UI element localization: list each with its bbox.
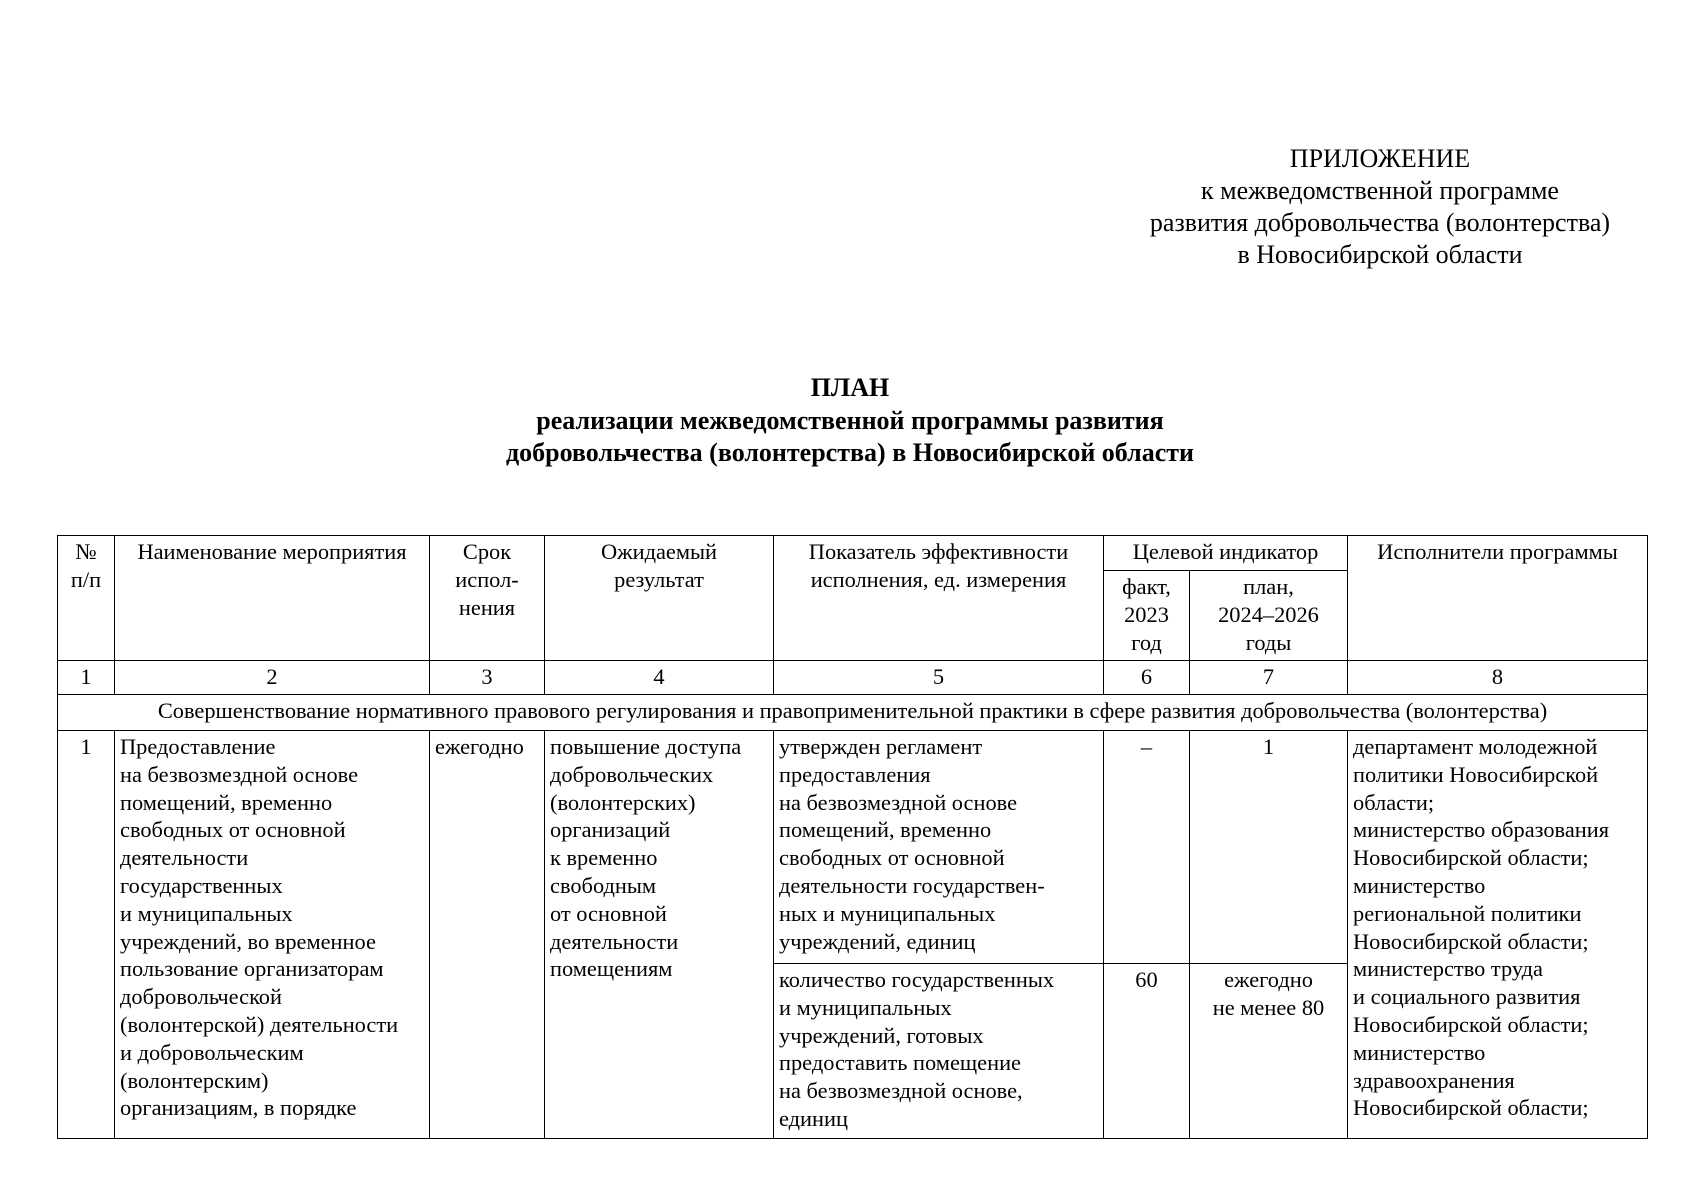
plan-title-line: добровольчества (волонтерства) в Новосибирской области	[505, 438, 1195, 467]
column-number: 7	[1190, 661, 1348, 695]
appendix-line: ПРИЛОЖЕНИЕ	[1289, 144, 1471, 173]
header-term: Срок испол- нения	[430, 536, 545, 661]
row-indicator-2-plan: ежегодно не менее 80	[1190, 964, 1348, 1139]
appendix-line: к межведомственной программе	[1201, 176, 1559, 205]
plan-table	[57, 535, 1648, 1139]
plan-title	[300, 372, 1400, 470]
appendix-line: в Новосибирской области	[1237, 240, 1523, 269]
appendix-block	[1120, 143, 1640, 271]
row-indicator-1-fact: –	[1104, 731, 1190, 964]
row-indicator-1-plan: 1	[1190, 731, 1348, 964]
row-term: ежегодно	[430, 731, 545, 1139]
header-target: Целевой индикатор	[1104, 536, 1348, 571]
header-indicator: Показатель эффективности исполнения, ед. измерения	[774, 536, 1104, 661]
column-number: 6	[1104, 661, 1190, 695]
column-number: 5	[774, 661, 1104, 695]
column-number: 1	[58, 661, 115, 695]
row-name: Предоставление на безвозмездной основе помещений, временно свободных от основной деятельности государственных и муниципальных учреждений, во временное пользование организаторам добровольческой (волонтерской) деятельности и добровольческим (волонтерским) организациям, в порядке	[115, 731, 430, 1139]
section-row	[58, 695, 1648, 731]
appendix-line: развития добровольчества (волонтерства)	[1149, 208, 1611, 237]
column-number: 2	[115, 661, 430, 695]
section-title: Совершенствование нормативного правового регулирования и правоприменительной практики в сфере развития добровольчества (волонтерства)	[58, 695, 1648, 731]
header-executors: Исполнители программы	[1348, 536, 1648, 661]
header-result: Ожидаемый результат	[545, 536, 774, 661]
header-num: № п/п	[58, 536, 115, 661]
row-indicator-2: количество государственных и муниципальных учреждений, готовых предоставить помещение на безвозмездной основе, единиц	[774, 964, 1104, 1139]
header-plan: план, 2024–2026 годы	[1190, 571, 1348, 661]
row-indicator-1: утвержден регламент предоставления на безвозмездной основе помещений, временно свободных от основной деятельности государствен- ных и муниципальных учреждений, единиц	[774, 731, 1104, 964]
row-indicator-2-fact: 60	[1104, 964, 1190, 1139]
column-numbers-row	[58, 661, 1648, 695]
row-result: повышение доступа добровольческих (волонтерских) организаций к временно свободным от основной деятельности помещениям	[545, 731, 774, 1139]
column-number: 4	[545, 661, 774, 695]
column-number: 3	[430, 661, 545, 695]
row-num: 1	[58, 731, 115, 1139]
header-fact: факт, 2023 год	[1104, 571, 1190, 661]
table-row	[58, 731, 1648, 964]
header-name: Наименование мероприятия	[115, 536, 430, 661]
plan-title-line: реализации межведомственной программы развития	[536, 405, 1164, 435]
header-row	[58, 536, 1648, 571]
column-number: 8	[1348, 661, 1648, 695]
plan-title-line: ПЛАН	[810, 373, 890, 402]
row-executors: департамент молодежной политики Новосибирской области; министерство образования Новосибирской области; министерство региональной политики Новосибирской области; министерство труда и социального развития Новосибирской области; министерство здравоохранения Новосибирской области;	[1348, 731, 1648, 1139]
